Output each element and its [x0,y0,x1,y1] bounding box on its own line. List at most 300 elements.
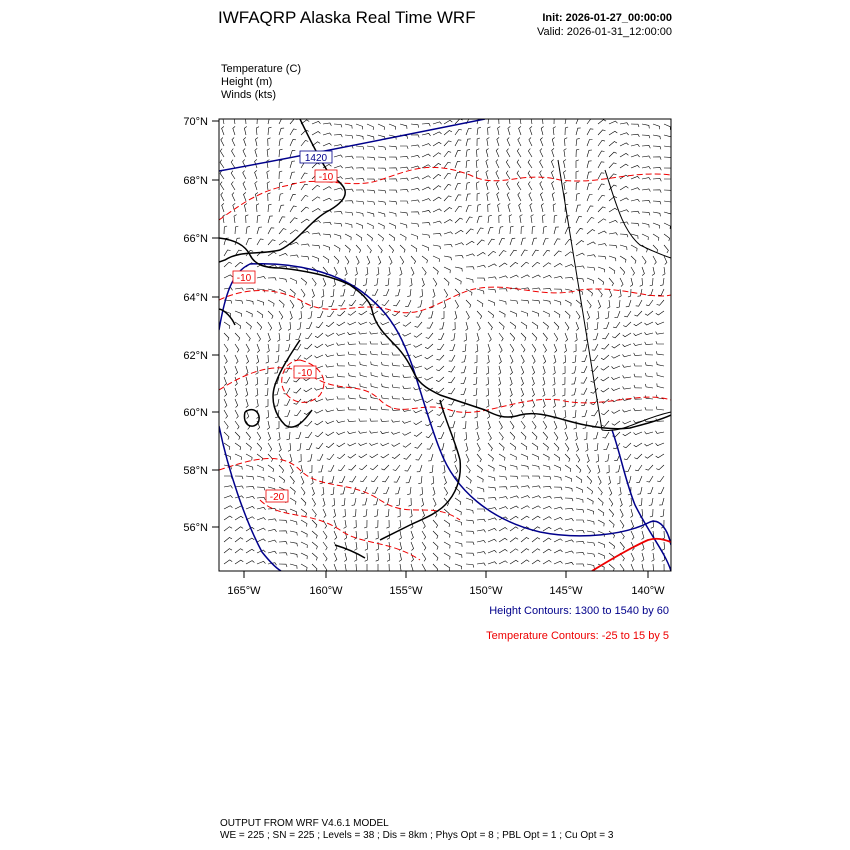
wind-barb [376,267,379,275]
wind-barb [306,443,312,449]
wind-barb [519,203,521,212]
wind-barb [499,399,501,408]
wind-barb [410,278,413,286]
wind-barb [499,410,502,419]
wind-barb [455,172,460,179]
wind-barb [255,193,258,202]
wind-barb [348,332,357,335]
wind-barb [224,516,232,520]
wind-barb [309,465,312,473]
wind-barb [508,203,510,212]
longitude-labels [227,585,665,597]
wind-barb [587,150,592,157]
wind-barb [499,538,507,542]
wind-barb [565,562,574,565]
wind-barb [370,418,378,421]
wind-barb [235,366,238,375]
wind-barb [411,542,414,551]
wind-barb [564,160,567,169]
wind-barb [383,487,389,494]
wind-barb [444,256,452,260]
wind-barb [257,507,266,510]
wind-barb [656,465,664,470]
wind-barb [411,531,413,540]
wind-barb [323,542,327,550]
wind-barb [612,333,620,338]
wind-barb [587,564,594,569]
wind-barb [235,421,239,429]
wind-barb [477,216,482,223]
wind-barb [624,454,631,460]
wind-barb [395,289,400,296]
wind-barb [605,454,609,462]
wind-barb [279,182,283,190]
wind-barb [231,171,235,179]
wind-barb [532,226,535,234]
wind-barb [477,265,486,267]
wind-barb [576,253,585,256]
wind-barb [348,322,357,325]
wind-barb [279,553,287,556]
wind-barb [616,300,620,308]
wind-barb [371,362,378,367]
wind-barb [609,520,614,528]
wind-barb [363,509,367,517]
wind-barb [509,215,512,223]
wind-barb [611,388,620,391]
wind-barb [389,245,394,253]
wind-barb [510,250,517,256]
wind-barb [572,388,577,395]
wind-barb [613,322,620,328]
wind-barb [257,443,262,451]
wind-barb [499,443,504,451]
wind-barb [367,201,375,205]
wind-barb [337,420,346,423]
wind-barb [348,431,357,433]
wind-barb [378,157,386,160]
wind-barb [664,245,668,253]
wind-barb [312,542,317,549]
wind-barb [631,144,640,147]
wind-barb [400,234,406,240]
wind-barb [235,538,243,542]
wind-barb [477,509,485,512]
wind-barb [323,222,331,225]
wind-barb [284,399,290,405]
wind-barb [344,553,346,562]
wind-barb [279,300,284,308]
wind-barb [554,528,563,531]
wind-barb [450,421,455,428]
wind-barb [352,498,356,505]
wind-barb [362,498,367,505]
wind-barb [642,156,650,159]
wind-barb [598,465,600,474]
wind-barb [403,386,411,389]
wind-barb [652,267,655,276]
wind-barb [288,443,291,451]
wind-barb [356,256,359,265]
wind-barb [290,487,295,494]
wind-barb [411,124,419,128]
wind-barb [275,355,279,363]
wind-barb [488,251,496,256]
wind-barb [521,311,528,316]
wind-barb [543,215,546,223]
wind-barb [348,342,356,345]
wind-barb [499,215,502,223]
wind-barb [488,239,495,245]
wind-barb [565,289,572,293]
wind-barb [414,432,422,436]
wind-barb [455,129,462,135]
wind-barb [451,333,455,341]
wind-barb [543,311,549,317]
wind-barb [370,332,378,335]
wind-barb [496,171,499,180]
wind-barb [553,377,556,385]
wind-barb [323,256,329,263]
wind-barb [394,476,400,482]
wind-barb [286,333,290,341]
wind-barb [304,355,312,359]
wind-barb [420,487,423,495]
wind-barb [543,377,545,386]
temp-label-a: -10 [318,172,334,183]
lat-label-58: 58°N [183,465,208,477]
wind-barb [246,333,250,341]
wind-barb [587,278,594,284]
wind-barb [279,311,283,319]
wind-barb [312,564,317,572]
wind-barb [400,124,407,129]
wind-barb [422,553,426,561]
wind-barb [403,333,412,336]
wind-barb [334,188,343,190]
wind-barb [279,171,282,179]
wind-barb [565,540,574,542]
wind-barb [542,116,545,124]
wind-barb [326,322,334,327]
wind-barb [400,212,408,216]
wind-barb [279,465,284,473]
wind-barb [528,182,532,190]
wind-barb [499,355,501,364]
wind-barb [543,226,547,234]
wind-barb [543,250,550,256]
wind-barb [348,454,356,458]
wind-barb [609,267,615,274]
wind-barb [642,553,644,562]
wind-barb [466,206,472,213]
wind-barb [598,162,604,168]
wind-barb [615,311,621,318]
wind-barb [623,421,632,424]
wind-barb [598,184,605,190]
wind-barb [510,333,515,341]
wind-barb [477,300,483,307]
wind-barb [486,366,489,374]
model-info-line2: WE = 225 ; SN = 225 ; Levels = 38 ; Dis = 8km ; Phys Opt = 8 ; PBL Opt = 1 ; Cu Opt = 3 [220,830,614,841]
wind-barb [422,520,425,529]
wind-barb [529,138,532,147]
wind-barb [319,300,323,308]
wind-barb [576,531,584,534]
wind-barb [571,377,576,384]
wind-barb [565,487,572,491]
wind-barb [345,201,353,204]
wind-barb [576,205,581,212]
wind-barb [664,146,672,150]
wind-barb [486,388,489,396]
wind-barb [587,129,593,135]
wind-barb [554,421,557,430]
wind-barb [565,443,569,451]
wind-barb [630,509,632,518]
wind-barb [388,267,391,276]
wind-barb [532,377,534,386]
wind-barb [553,204,556,212]
wind-barb [387,553,390,561]
wind-barb [510,344,514,352]
wind-barb [477,240,485,245]
wind-barb [521,300,529,304]
wind-barb [562,388,565,396]
temp-label-c: -10 [297,368,313,379]
wind-barb [477,228,484,234]
wind-barb [308,311,312,319]
wind-barb [268,300,274,307]
wind-barb [477,487,484,492]
wind-barb [279,205,284,212]
wind-barb [623,322,631,327]
wind-barb [246,344,249,352]
wind-barb [235,410,238,418]
wind-barb [455,542,462,547]
wind-barb [403,397,411,400]
wind-barb [232,138,235,147]
wind-barb [421,498,423,507]
wind-barb [257,465,263,471]
wind-barb [433,553,438,561]
wind-barb [474,366,477,374]
wind-barb [656,431,665,434]
wind-barb [414,421,422,425]
wind-barb [265,366,268,374]
wind-barb [609,531,615,538]
wind-barb [532,262,540,267]
wind-barb [337,311,345,316]
wind-barb [356,157,364,160]
map-title: IWFAQRP Alaska Real Time WRF [218,8,476,27]
wind-barb [437,355,445,360]
wind-barb [246,561,254,564]
wind-barb [466,278,473,283]
wind-barb [499,561,508,564]
wind-barb [623,375,631,378]
wind-barb [224,250,231,256]
wind-barb [532,421,536,429]
wind-barb [598,140,605,146]
wind-barb [510,516,518,520]
wind-barb [466,254,475,256]
wind-barb [265,377,268,385]
wind-barb [510,421,514,429]
wind-barb [337,343,346,346]
wind-barb [466,194,471,201]
wind-barb [543,288,551,291]
wind-barb [373,498,378,505]
wind-barb [497,137,499,146]
wind-barb [510,238,515,245]
wind-barb [235,549,243,553]
wind-barb [279,229,286,234]
wind-barb [444,162,451,168]
wind-barb [642,189,650,192]
wind-barb [664,223,670,229]
wind-barb [609,233,618,236]
wind-barb [543,333,547,341]
wind-barb [510,443,516,450]
wind-barb [598,278,604,285]
wind-barb [657,300,664,305]
wind-barb [543,517,551,520]
wind-barb [404,311,411,317]
wind-barb [584,432,587,440]
wind-barb [510,560,518,564]
wind-barb [359,454,367,458]
wind-barb [345,245,350,252]
wind-barb [354,520,357,528]
wind-barb [466,217,473,223]
wind-barb [598,151,605,157]
wind-barb [389,179,397,182]
wind-barb [488,487,496,491]
wind-barb [553,388,556,396]
wind-barb [628,289,631,297]
wind-barb [609,542,615,549]
wind-barb [403,375,411,378]
wind-barb [444,564,450,571]
wind-barb [348,352,356,355]
wind-barb [301,564,307,570]
wind-barb [345,156,353,159]
wind-barb [521,333,526,341]
wind-barb [576,160,579,168]
latitude-axis [212,121,219,527]
wind-barb [543,432,548,440]
wind-barb [415,443,422,448]
wind-barb [334,256,339,264]
wind-barb [532,288,540,291]
wind-barb [312,520,317,528]
wind-barb [345,124,352,129]
wind-barb [623,344,632,347]
wind-barb [246,432,251,440]
wind-barb [222,203,224,212]
wind-barb [290,465,293,474]
wind-barb [466,311,469,319]
wind-barb [499,487,507,490]
wind-barb [645,384,653,388]
wind-barb [339,300,346,306]
wind-barb [631,165,640,168]
wind-barb [233,203,235,212]
wind-barb [488,508,497,511]
wind-barb [232,149,236,157]
wind-barb [486,399,489,407]
temp-label-b: -10 [236,273,252,284]
wind-barb [587,218,594,224]
wind-barb [416,454,422,460]
wind-barb [422,531,426,539]
wind-barb [631,520,634,529]
wind-barb [455,230,463,234]
wind-barb [543,322,548,329]
wind-barb [433,256,439,262]
wind-barb [406,476,411,483]
wind-barb [290,454,292,463]
wind-barb [235,388,237,397]
wind-barb [414,387,423,389]
wind-barb [345,167,353,170]
wind-barb [268,465,274,472]
wind-barb [329,300,335,307]
wind-barb [576,217,582,223]
wind-barb [565,265,574,268]
wind-barb [315,410,324,413]
wind-barb [277,333,280,341]
wind-barb [246,496,255,499]
wind-barb [340,487,345,494]
wind-barb [333,509,336,518]
wind-barb [634,363,642,366]
wind-barb [528,171,532,179]
wind-barb [616,465,620,472]
wind-barb [541,127,544,136]
wind-barb [565,519,574,522]
wind-barb [312,531,317,538]
wind-barb [576,509,584,513]
wind-barb [528,149,532,157]
wind-barb [653,234,659,241]
wind-barb [576,193,580,201]
wind-barb [521,476,529,479]
wind-barb [598,130,606,135]
wind-barb [407,487,411,495]
wind-barb [392,454,400,459]
wind-barb [326,432,334,436]
wind-barb [656,332,664,335]
wind-barb [385,278,389,286]
wind-barb [312,487,315,496]
wind-barb [488,344,490,353]
wind-barb [473,388,477,396]
wind-barb [499,239,505,245]
wind-barb [582,410,587,417]
wind-barb [521,432,526,440]
wind-barb [418,476,422,484]
wind-barb [257,487,265,490]
wind-barb [411,166,420,168]
wind-barb [220,171,224,179]
wind-barb [659,498,664,505]
wind-barb [554,487,562,490]
wind-barb [392,385,400,389]
wind-barb [372,289,378,295]
wind-barb [345,223,352,228]
